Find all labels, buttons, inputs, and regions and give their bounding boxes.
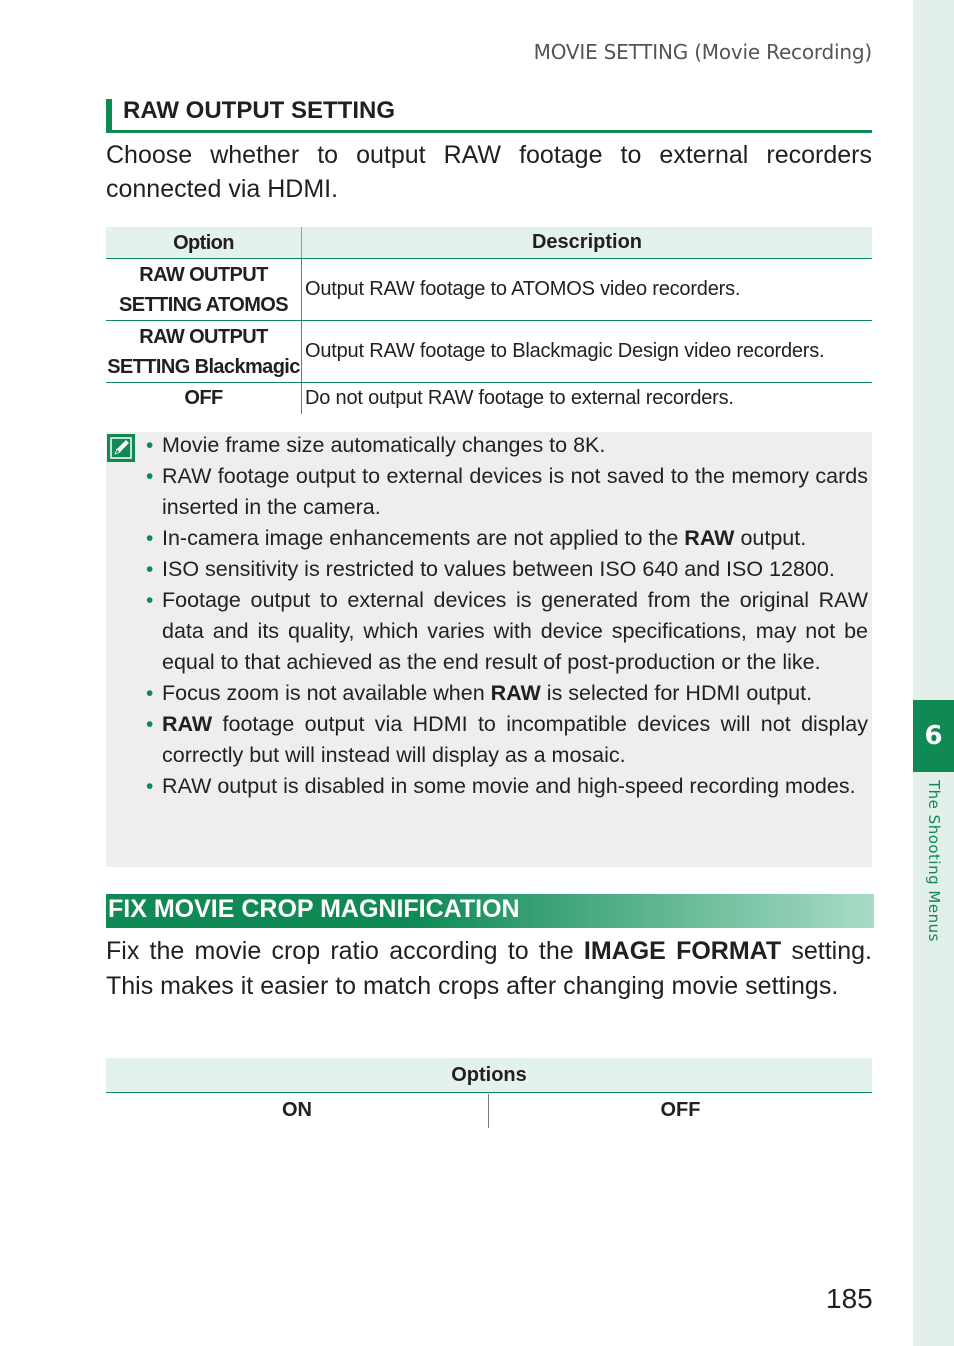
section-heading-fix-crop <box>106 894 874 928</box>
list-item: • Focus zoom is not available when RAW is selected for HDMI output. <box>146 678 868 709</box>
bullet-icon: • <box>146 775 154 798</box>
bullet-icon: • <box>146 589 154 612</box>
bullet-icon: • <box>146 527 154 550</box>
section-body: Fix the movie crop ratio according to the IMAGE FORMAT setting. This makes it easier to match crops after changing movie settings. <box>106 937 872 1000</box>
option-off: OFF <box>660 1099 701 1121</box>
description-cell: Do not output RAW footage to external recorders. <box>305 386 734 409</box>
list-item: • ISO sensitivity is restricted to values between ISO 640 and ISO 12800. <box>146 554 868 585</box>
option-cell <box>106 259 302 321</box>
section-title: FIX MOVIE CROP MAGNIFICATION <box>108 895 520 923</box>
options-row <box>106 1094 872 1128</box>
list-item: • In-camera image enhancements are not applied to the RAW output. <box>146 523 868 554</box>
bullet-icon: • <box>146 682 154 705</box>
list-item: • Footage output to external devices is generated from the original RAW data and its quality, which varies with device specifications, may not be equal to that achieved as the end result of post-production or the like. <box>146 585 868 678</box>
option-line: SETTING ATOMOS <box>118 293 288 316</box>
chapter-tab[interactable]: 6 <box>913 700 954 772</box>
section-title: RAW OUTPUT SETTING <box>123 97 395 124</box>
table-row <box>106 383 872 414</box>
heading-accent-bar <box>106 99 112 132</box>
section-intro: Choose whether to output RAW footage to external recorders connected via HDMI. <box>106 141 872 203</box>
chapter-label: The Shooting Menus <box>925 780 943 942</box>
note-list <box>146 430 868 802</box>
bullet-icon: • <box>146 465 154 488</box>
option-line: OFF <box>184 387 223 410</box>
side-strip <box>913 0 954 1346</box>
bullet-icon: • <box>146 434 154 457</box>
list-item: • RAW footage output via HDMI to incompatible devices will not display correctly but will instead will display as a mosaic. <box>146 709 868 771</box>
option-cell <box>106 321 302 383</box>
note-pencil-icon <box>106 433 136 463</box>
options-header: Options <box>106 1058 872 1093</box>
table-header-row <box>106 227 872 259</box>
option-line: RAW OUTPUT <box>139 263 268 286</box>
bullet-icon: • <box>146 713 154 736</box>
option-on: ON <box>106 1094 489 1128</box>
table-row <box>106 321 872 383</box>
list-item: • RAW output is disabled in some movie and high-speed recording modes. <box>146 771 868 802</box>
column-header-description: Description <box>302 227 873 259</box>
section-heading-raw-output <box>106 97 872 133</box>
header-breadcrumb: MOVIE SETTING (Movie Recording) <box>533 40 872 64</box>
option-line: RAW OUTPUT <box>139 325 268 348</box>
description-cell: Output RAW footage to ATOMOS video recorders. <box>302 259 873 321</box>
option-line: SETTING Blackmagic <box>107 355 300 378</box>
description-cell: Output RAW footage to Blackmagic Design video recorders. <box>302 321 873 383</box>
list-item: • RAW footage output to external devices is not saved to the memory cards inserted in the camera. <box>146 461 868 523</box>
page-number: 185 <box>826 1283 873 1314</box>
list-item: • Movie frame size automatically changes to 8K. <box>146 430 868 461</box>
table-row <box>106 259 872 321</box>
bullet-icon: • <box>146 558 154 581</box>
option-table <box>106 227 872 414</box>
column-header-option: Option <box>106 227 302 259</box>
option-cell <box>106 383 302 414</box>
